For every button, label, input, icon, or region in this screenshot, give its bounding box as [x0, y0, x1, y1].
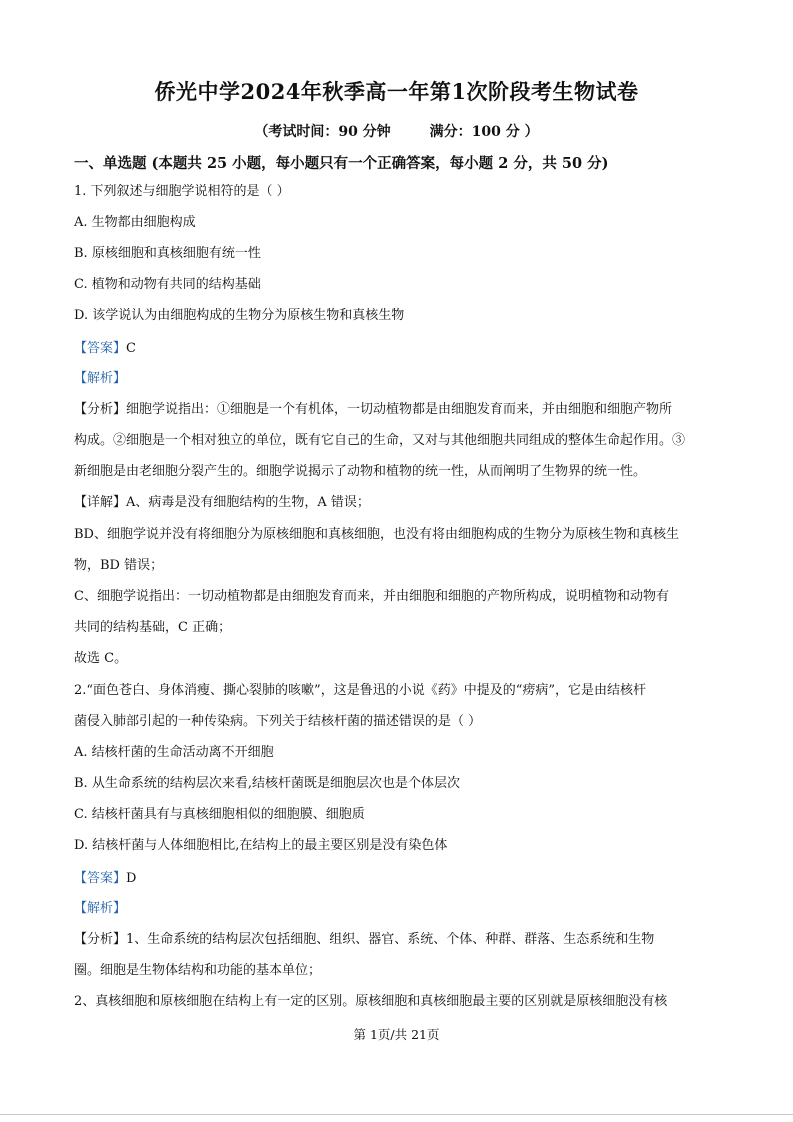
q1-xiangjie-line-3: 物，BD 错误； — [74, 558, 164, 573]
q2-option-d: D. 结核杆菌与人体细胞相比,在结构上的最主要区别是没有染色体 — [74, 838, 448, 853]
xiangjie-tag: 【详解】 — [74, 495, 127, 510]
q1-fenxi-line-2: 构成。②细胞是一个相对独立的单位，既有它自己的生命，又对与其他细胞共同组成的整体生命起作用。③ — [74, 433, 686, 448]
fenxi-text: 细胞学说指出：①细胞是一个有机体，一切动植物都是由细胞发育而来，并由细胞和细胞产物所 — [126, 402, 673, 417]
fenxi-tag: 【分析】 — [74, 402, 127, 417]
answer-tag: 【答案】 — [74, 341, 127, 356]
q1-stem: 1. 下列叙述与细胞学说相符的是（ ） — [74, 184, 290, 199]
answer-value: C — [126, 341, 136, 356]
q1-option-d: D. 该学说认为由细胞构成的生物分为原核生物和真核生物 — [74, 308, 405, 323]
q1-fenxi-line-3: 新细胞是由老细胞分裂产生的。细胞学说揭示了动物和植物的统一性，从而阐明了生物界的统一性。 — [74, 464, 647, 479]
page-title: 侨光中学2024年秋季高一年第1次阶段考生物试卷 — [154, 79, 639, 104]
q1-xiangjie-line-5: 共同的结构基础，C 正确； — [74, 620, 232, 635]
q1-option-b: B. 原核细胞和真核细胞有统一性 — [74, 246, 261, 261]
xiangjie-text: A、病毒是没有细胞结构的生物，A 错误； — [126, 495, 370, 510]
q1-xiangjie-line-4: C、细胞学说指出：一切动植物都是由细胞发育而来，并由细胞和细胞的产物所构成，说明植物和动物有 — [74, 589, 669, 604]
q2-jiexi-tag: 【解析】 — [74, 901, 127, 916]
q1-answer — [74, 340, 136, 358]
q1-xiangjie-line-2: BD、细胞学说并没有将细胞分为原核细胞和真核细胞，也没有将由细胞构成的生物分为原核生物和真核生 — [74, 527, 679, 542]
q2-option-a: A. 结核杆菌的生命活动离不开细胞 — [74, 745, 274, 760]
q2-option-b: B. 从生命系统的结构层次来看,结核杆菌既是细胞层次也是个体层次 — [74, 776, 460, 791]
q1-option-c: C. 植物和动物有共同的结构基础 — [74, 277, 261, 292]
answer-value: D — [126, 871, 137, 886]
q1-fenxi-line-1 — [74, 401, 672, 419]
q2-fenxi-line-2: 圈。细胞是生物体结构和功能的基本单位； — [74, 963, 322, 978]
q2-fenxi-line-3: 2、真核细胞和原核细胞在结构上有一定的区别。原核细胞和真核细胞最主要的区别就是原核细胞没有核 — [74, 994, 668, 1009]
q2-stem-line-1: 2.“面色苍白、身体消瘦、撕心裂肺的咳嗽”，这是鲁迅的小说《药》中提及的“痨病”，它是由结核杆 — [74, 683, 646, 698]
section-heading: 一、单选题 (本题共 25 小题，每小题只有一个正确答案，每小题 2 分，共 50 分) — [74, 155, 609, 172]
q2-option-c: C. 结核杆菌具有与真核细胞相似的细胞膜、细胞质 — [74, 807, 365, 822]
q1-option-a: A. 生物都由细胞构成 — [74, 215, 196, 230]
fenxi-text: 1、生命系统的结构层次包括细胞、组织、器官、系统、个体、种群、群落、生态系统和生物 — [126, 932, 655, 947]
exam-info: （考试时间：90 分钟 满分：100 分 ） — [254, 124, 539, 140]
q1-jiexi-tag: 【解析】 — [74, 371, 127, 386]
page-number: 第 1页/共 21页 — [353, 1027, 440, 1042]
page-divider — [0, 1114, 793, 1115]
answer-tag: 【答案】 — [74, 871, 127, 886]
q1-conclusion: 故选 C。 — [74, 651, 128, 666]
q2-fenxi-line-1 — [74, 931, 654, 949]
fenxi-tag: 【分析】 — [74, 932, 127, 947]
q2-stem-line-2: 菌侵入肺部引起的一种传染病。下列关于结核杆菌的描述错误的是（ ） — [74, 714, 482, 729]
q2-answer — [74, 870, 136, 888]
q1-xiangjie-line-1 — [74, 494, 370, 512]
